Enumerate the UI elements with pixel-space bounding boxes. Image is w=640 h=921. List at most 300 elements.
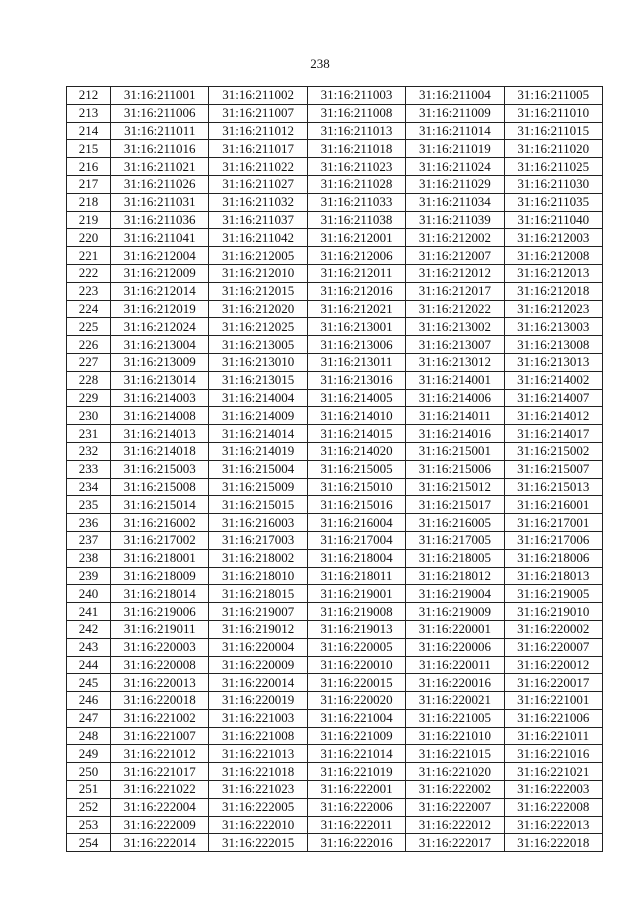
- table-row: [67, 264, 603, 282]
- cadastral-code-cell: 31:16:220006: [406, 638, 504, 656]
- cadastral-code-cell: 31:16:219007: [209, 603, 307, 621]
- cadastral-code-cell: 31:16:213001: [307, 318, 405, 336]
- cadastral-code-cell: 31:16:216001: [504, 496, 602, 514]
- cadastral-code-cell: 31:16:212012: [406, 264, 504, 282]
- cadastral-code-cell: 31:16:211026: [111, 175, 209, 193]
- cadastral-code-cell: 31:16:220017: [504, 674, 602, 692]
- cadastral-code-cell: 31:16:218012: [406, 567, 504, 585]
- row-number-cell: 220: [67, 229, 111, 247]
- cadastral-code-cell: 31:16:221003: [209, 709, 307, 727]
- table-row: [67, 763, 603, 781]
- cadastral-code-cell: 31:16:211023: [307, 158, 405, 176]
- table-row: [67, 781, 603, 799]
- cadastral-code-cell: 31:16:215006: [406, 460, 504, 478]
- table-row: [67, 300, 603, 318]
- row-number-cell: 244: [67, 656, 111, 674]
- table-row: [67, 727, 603, 745]
- cadastral-code-cell: 31:16:221016: [504, 745, 602, 763]
- cadastral-code-cell: 31:16:221023: [209, 781, 307, 799]
- row-number-cell: 230: [67, 407, 111, 425]
- cadastral-code-cell: 31:16:222006: [307, 798, 405, 816]
- row-number-cell: 254: [67, 834, 111, 852]
- cadastral-code-cell: 31:16:214004: [209, 389, 307, 407]
- cadastral-code-cell: 31:16:212017: [406, 282, 504, 300]
- cadastral-code-cell: 31:16:221018: [209, 763, 307, 781]
- cadastral-code-cell: 31:16:215002: [504, 442, 602, 460]
- cadastral-code-cell: 31:16:214003: [111, 389, 209, 407]
- row-number-cell: 229: [67, 389, 111, 407]
- cadastral-code-cell: 31:16:219011: [111, 620, 209, 638]
- cadastral-code-cell: 31:16:218015: [209, 585, 307, 603]
- table-row: [67, 620, 603, 638]
- cadastral-code-cell: 31:16:222014: [111, 834, 209, 852]
- cadastral-code-cell: 31:16:213011: [307, 353, 405, 371]
- cadastral-code-cell: 31:16:212001: [307, 229, 405, 247]
- cadastral-code-cell: 31:16:218009: [111, 567, 209, 585]
- cadastral-code-cell: 31:16:222016: [307, 834, 405, 852]
- cadastral-code-cell: 31:16:217002: [111, 531, 209, 549]
- cadastral-code-cell: 31:16:221005: [406, 709, 504, 727]
- cadastral-code-cell: 31:16:217004: [307, 531, 405, 549]
- cadastral-code-cell: 31:16:211030: [504, 175, 602, 193]
- row-number-cell: 233: [67, 460, 111, 478]
- cadastral-code-cell: 31:16:220004: [209, 638, 307, 656]
- row-number-cell: 217: [67, 175, 111, 193]
- cadastral-code-cell: 31:16:214014: [209, 425, 307, 443]
- cadastral-code-cell: 31:16:219012: [209, 620, 307, 638]
- cadastral-code-cell: 31:16:212025: [209, 318, 307, 336]
- cadastral-code-cell: 31:16:222013: [504, 816, 602, 834]
- cadastral-code-cell: 31:16:222003: [504, 781, 602, 799]
- cadastral-code-cell: 31:16:212019: [111, 300, 209, 318]
- cadastral-code-cell: 31:16:221011: [504, 727, 602, 745]
- cadastral-code-cell: 31:16:214005: [307, 389, 405, 407]
- cadastral-code-cell: 31:16:220003: [111, 638, 209, 656]
- cadastral-code-cell: 31:16:220018: [111, 692, 209, 710]
- cadastral-code-cell: 31:16:221004: [307, 709, 405, 727]
- cadastral-code-cell: 31:16:212008: [504, 247, 602, 265]
- row-number-cell: 231: [67, 425, 111, 443]
- cadastral-code-cell: 31:16:217001: [504, 514, 602, 532]
- table-row: [67, 247, 603, 265]
- cadastral-code-cell: 31:16:211015: [504, 122, 602, 140]
- cadastral-code-cell: 31:16:212021: [307, 300, 405, 318]
- cadastral-code-cell: 31:16:218011: [307, 567, 405, 585]
- row-number-cell: 239: [67, 567, 111, 585]
- cadastral-code-cell: 31:16:221020: [406, 763, 504, 781]
- row-number-cell: 242: [67, 620, 111, 638]
- table-row: [67, 353, 603, 371]
- cadastral-code-cell: 31:16:217003: [209, 531, 307, 549]
- cadastral-code-cell: 31:16:221012: [111, 745, 209, 763]
- cadastral-code-cell: 31:16:215004: [209, 460, 307, 478]
- cadastral-code-cell: 31:16:211042: [209, 229, 307, 247]
- cadastral-code-cell: 31:16:211011: [111, 122, 209, 140]
- row-number-cell: 224: [67, 300, 111, 318]
- cadastral-code-cell: 31:16:215005: [307, 460, 405, 478]
- cadastral-code-cell: 31:16:218002: [209, 549, 307, 567]
- cadastral-code-cell: 31:16:219009: [406, 603, 504, 621]
- row-number-cell: 247: [67, 709, 111, 727]
- table-row: [67, 709, 603, 727]
- cadastral-code-cell: 31:16:216002: [111, 514, 209, 532]
- table-row: [67, 478, 603, 496]
- cadastral-code-cell: 31:16:212003: [504, 229, 602, 247]
- row-number-cell: 219: [67, 211, 111, 229]
- table-row: [67, 460, 603, 478]
- cadastral-code-cell: 31:16:220010: [307, 656, 405, 674]
- cadastral-code-cell: 31:16:215003: [111, 460, 209, 478]
- row-number-cell: 250: [67, 763, 111, 781]
- table-row: [67, 371, 603, 389]
- cadastral-code-cell: 31:16:214016: [406, 425, 504, 443]
- cadastral-code-cell: 31:16:219006: [111, 603, 209, 621]
- cadastral-code-cell: 31:16:212016: [307, 282, 405, 300]
- row-number-cell: 221: [67, 247, 111, 265]
- cadastral-code-cell: 31:16:211014: [406, 122, 504, 140]
- row-number-cell: 232: [67, 442, 111, 460]
- cadastral-code-cell: 31:16:221021: [504, 763, 602, 781]
- row-number-cell: 234: [67, 478, 111, 496]
- cadastral-code-cell: 31:16:215014: [111, 496, 209, 514]
- cadastral-code-cell: 31:16:222018: [504, 834, 602, 852]
- cadastral-code-cell: 31:16:211010: [504, 104, 602, 122]
- cadastral-code-cell: 31:16:222009: [111, 816, 209, 834]
- cadastral-code-cell: 31:16:221006: [504, 709, 602, 727]
- table-row: [67, 407, 603, 425]
- table-row: [67, 318, 603, 336]
- cadastral-code-cell: 31:16:212004: [111, 247, 209, 265]
- cadastral-code-cell: 31:16:212022: [406, 300, 504, 318]
- cadastral-code-cell: 31:16:222017: [406, 834, 504, 852]
- table-row: [67, 175, 603, 193]
- row-number-cell: 238: [67, 549, 111, 567]
- cadastral-code-cell: 31:16:211017: [209, 140, 307, 158]
- cadastral-code-cell: 31:16:222011: [307, 816, 405, 834]
- row-number-cell: 228: [67, 371, 111, 389]
- cadastral-code-cell: 31:16:217006: [504, 531, 602, 549]
- table-row: [67, 229, 603, 247]
- cadastral-code-cell: 31:16:214013: [111, 425, 209, 443]
- cadastral-code-cell: 31:16:220008: [111, 656, 209, 674]
- cadastral-code-cell: 31:16:211037: [209, 211, 307, 229]
- cadastral-code-cell: 31:16:211022: [209, 158, 307, 176]
- cadastral-code-cell: 31:16:211032: [209, 193, 307, 211]
- cadastral-code-cell: 31:16:218005: [406, 549, 504, 567]
- row-number-cell: 216: [67, 158, 111, 176]
- cadastral-code-cell: 31:16:215013: [504, 478, 602, 496]
- cadastral-code-cell: 31:16:221001: [504, 692, 602, 710]
- cadastral-code-cell: 31:16:212009: [111, 264, 209, 282]
- table-row: [67, 567, 603, 585]
- table-row: [67, 336, 603, 354]
- cadastral-code-cell: 31:16:221013: [209, 745, 307, 763]
- cadastral-code-cell: 31:16:219008: [307, 603, 405, 621]
- table-row: [67, 211, 603, 229]
- cadastral-code-cell: 31:16:214018: [111, 442, 209, 460]
- cadastral-code-cell: 31:16:211004: [406, 87, 504, 105]
- cadastral-code-cell: 31:16:214012: [504, 407, 602, 425]
- row-number-cell: 235: [67, 496, 111, 514]
- row-number-cell: 212: [67, 87, 111, 105]
- cadastral-code-cell: 31:16:222008: [504, 798, 602, 816]
- row-number-cell: 214: [67, 122, 111, 140]
- cadastral-code-cell: 31:16:211028: [307, 175, 405, 193]
- cadastral-code-cell: 31:16:216005: [406, 514, 504, 532]
- cadastral-code-cell: 31:16:211003: [307, 87, 405, 105]
- cadastral-code-cell: 31:16:222002: [406, 781, 504, 799]
- cadastral-code-cell: 31:16:211009: [406, 104, 504, 122]
- cadastral-code-cell: 31:16:212006: [307, 247, 405, 265]
- cadastral-code-cell: 31:16:221019: [307, 763, 405, 781]
- cadastral-code-cell: 31:16:212010: [209, 264, 307, 282]
- cadastral-code-cell: 31:16:220019: [209, 692, 307, 710]
- cadastral-code-cell: 31:16:214007: [504, 389, 602, 407]
- cadastral-code-cell: 31:16:211008: [307, 104, 405, 122]
- cadastral-code-cell: 31:16:220002: [504, 620, 602, 638]
- row-number-cell: 215: [67, 140, 111, 158]
- row-number-cell: 251: [67, 781, 111, 799]
- cadastral-code-cell: 31:16:213014: [111, 371, 209, 389]
- cadastral-code-cell: 31:16:212007: [406, 247, 504, 265]
- table-row: [67, 514, 603, 532]
- table-row: [67, 496, 603, 514]
- cadastral-code-cell: 31:16:218010: [209, 567, 307, 585]
- cadastral-code-cell: 31:16:219004: [406, 585, 504, 603]
- cadastral-code-cell: 31:16:214011: [406, 407, 504, 425]
- cadastral-code-cell: 31:16:215008: [111, 478, 209, 496]
- cadastral-code-cell: 31:16:214001: [406, 371, 504, 389]
- cadastral-code-cell: 31:16:220013: [111, 674, 209, 692]
- cadastral-code-cell: 31:16:211005: [504, 87, 602, 105]
- table-row: [67, 745, 603, 763]
- row-number-cell: 241: [67, 603, 111, 621]
- cadastral-code-cell: 31:16:211019: [406, 140, 504, 158]
- table-row: [67, 122, 603, 140]
- cadastral-code-cell: 31:16:213009: [111, 353, 209, 371]
- cadastral-code-cell: 31:16:220015: [307, 674, 405, 692]
- table-row: [67, 193, 603, 211]
- table-row: [67, 816, 603, 834]
- table-row: [67, 87, 603, 105]
- cadastral-code-cell: 31:16:218014: [111, 585, 209, 603]
- table-row: [67, 692, 603, 710]
- cadastral-code-cell: 31:16:213005: [209, 336, 307, 354]
- table-row: [67, 674, 603, 692]
- cadastral-code-cell: 31:16:211007: [209, 104, 307, 122]
- cadastral-code-cell: 31:16:211027: [209, 175, 307, 193]
- cadastral-code-cell: 31:16:215012: [406, 478, 504, 496]
- cadastral-code-cell: 31:16:211001: [111, 87, 209, 105]
- table-row: [67, 531, 603, 549]
- cadastral-code-cell: 31:16:218001: [111, 549, 209, 567]
- cadastral-code-cell: 31:16:220021: [406, 692, 504, 710]
- cadastral-code-cell: 31:16:221014: [307, 745, 405, 763]
- cadastral-code-cell: 31:16:211016: [111, 140, 209, 158]
- cadastral-code-cell: 31:16:221002: [111, 709, 209, 727]
- row-number-cell: 223: [67, 282, 111, 300]
- cadastral-code-cell: 31:16:211040: [504, 211, 602, 229]
- cadastral-code-cell: 31:16:221022: [111, 781, 209, 799]
- row-number-cell: 249: [67, 745, 111, 763]
- cadastral-code-cell: 31:16:211036: [111, 211, 209, 229]
- cadastral-code-cell: 31:16:214006: [406, 389, 504, 407]
- row-number-cell: 246: [67, 692, 111, 710]
- cadastral-code-cell: 31:16:212011: [307, 264, 405, 282]
- table-row: [67, 603, 603, 621]
- cadastral-code-cell: 31:16:214008: [111, 407, 209, 425]
- table-row: [67, 798, 603, 816]
- cadastral-code-cell: 31:16:211002: [209, 87, 307, 105]
- cadastral-code-cell: 31:16:212020: [209, 300, 307, 318]
- cadastral-code-cell: 31:16:212018: [504, 282, 602, 300]
- cadastral-code-cell: 31:16:213013: [504, 353, 602, 371]
- cadastral-code-cell: 31:16:211024: [406, 158, 504, 176]
- cadastral-code-cell: 31:16:211018: [307, 140, 405, 158]
- table-row: [67, 158, 603, 176]
- cadastral-code-cell: 31:16:211038: [307, 211, 405, 229]
- cadastral-code-cell: 31:16:211021: [111, 158, 209, 176]
- cadastral-code-cell: 31:16:222005: [209, 798, 307, 816]
- cadastral-code-cell: 31:16:211031: [111, 193, 209, 211]
- cadastral-code-cell: 31:16:212005: [209, 247, 307, 265]
- table-row: [67, 585, 603, 603]
- cadastral-code-cell: 31:16:213012: [406, 353, 504, 371]
- row-number-cell: 248: [67, 727, 111, 745]
- cadastral-code-cell: 31:16:213006: [307, 336, 405, 354]
- cadastral-code-cell: 31:16:220020: [307, 692, 405, 710]
- cadastral-code-cell: 31:16:212024: [111, 318, 209, 336]
- table-row: [67, 140, 603, 158]
- table-row: [67, 282, 603, 300]
- cadastral-code-cell: 31:16:213004: [111, 336, 209, 354]
- cadastral-code-cell: 31:16:221015: [406, 745, 504, 763]
- cadastral-code-cell: 31:16:220011: [406, 656, 504, 674]
- cadastral-code-cell: 31:16:213008: [504, 336, 602, 354]
- cadastral-code-cell: 31:16:218004: [307, 549, 405, 567]
- cadastral-code-cell: 31:16:215009: [209, 478, 307, 496]
- cadastral-code-cell: 31:16:211025: [504, 158, 602, 176]
- row-number-cell: 243: [67, 638, 111, 656]
- cadastral-code-cell: 31:16:212023: [504, 300, 602, 318]
- cadastral-code-cell: 31:16:221008: [209, 727, 307, 745]
- page-number: 238: [310, 56, 330, 71]
- cadastral-code-cell: 31:16:220014: [209, 674, 307, 692]
- cadastral-code-cell: 31:16:215016: [307, 496, 405, 514]
- cadastral-code-cell: 31:16:219010: [504, 603, 602, 621]
- cadastral-code-cell: 31:16:221017: [111, 763, 209, 781]
- cadastral-code-cell: 31:16:211041: [111, 229, 209, 247]
- cadastral-code-cell: 31:16:220016: [406, 674, 504, 692]
- table-row: [67, 104, 603, 122]
- table-row: [67, 834, 603, 852]
- cadastral-code-cell: 31:16:211006: [111, 104, 209, 122]
- row-number-cell: 240: [67, 585, 111, 603]
- cadastral-code-cell: 31:16:219005: [504, 585, 602, 603]
- table-row: [67, 442, 603, 460]
- cadastral-code-cell: 31:16:214019: [209, 442, 307, 460]
- cadastral-code-cell: 31:16:214020: [307, 442, 405, 460]
- row-number-cell: 236: [67, 514, 111, 532]
- cadastral-code-cell: 31:16:211012: [209, 122, 307, 140]
- cadastral-code-cell: 31:16:217005: [406, 531, 504, 549]
- cadastral-code-cell: 31:16:222007: [406, 798, 504, 816]
- cadastral-code-cell: 31:16:220005: [307, 638, 405, 656]
- table-row: [67, 656, 603, 674]
- cadastral-code-cell: 31:16:212013: [504, 264, 602, 282]
- cadastral-code-cell: 31:16:222004: [111, 798, 209, 816]
- cadastral-code-cell: 31:16:213010: [209, 353, 307, 371]
- cadastral-code-cell: 31:16:214002: [504, 371, 602, 389]
- cadastral-table: [66, 86, 603, 852]
- cadastral-code-cell: 31:16:215001: [406, 442, 504, 460]
- cadastral-code-cell: 31:16:211035: [504, 193, 602, 211]
- cadastral-code-cell: 31:16:220012: [504, 656, 602, 674]
- cadastral-code-cell: 31:16:220001: [406, 620, 504, 638]
- cadastral-code-cell: 31:16:215017: [406, 496, 504, 514]
- cadastral-code-cell: 31:16:222015: [209, 834, 307, 852]
- cadastral-code-cell: 31:16:213016: [307, 371, 405, 389]
- cadastral-code-cell: 31:16:211020: [504, 140, 602, 158]
- table-row: [67, 425, 603, 443]
- cadastral-code-cell: 31:16:221010: [406, 727, 504, 745]
- cadastral-code-cell: 31:16:215007: [504, 460, 602, 478]
- row-number-cell: 213: [67, 104, 111, 122]
- cadastral-code-cell: 31:16:221007: [111, 727, 209, 745]
- row-number-cell: 252: [67, 798, 111, 816]
- cadastral-code-cell: 31:16:216004: [307, 514, 405, 532]
- cadastral-code-cell: 31:16:211029: [406, 175, 504, 193]
- table-row: [67, 549, 603, 567]
- cadastral-code-cell: 31:16:221009: [307, 727, 405, 745]
- cadastral-code-cell: 31:16:222010: [209, 816, 307, 834]
- row-number-cell: 218: [67, 193, 111, 211]
- cadastral-code-cell: 31:16:219013: [307, 620, 405, 638]
- cadastral-code-cell: 31:16:222012: [406, 816, 504, 834]
- cadastral-code-cell: 31:16:214017: [504, 425, 602, 443]
- cadastral-code-cell: 31:16:211013: [307, 122, 405, 140]
- cadastral-code-cell: 31:16:216003: [209, 514, 307, 532]
- cadastral-code-cell: 31:16:211033: [307, 193, 405, 211]
- cadastral-code-cell: 31:16:213003: [504, 318, 602, 336]
- cadastral-code-cell: 31:16:212015: [209, 282, 307, 300]
- cadastral-code-cell: 31:16:211034: [406, 193, 504, 211]
- table-body: [67, 87, 603, 852]
- table-row: [67, 389, 603, 407]
- cadastral-code-cell: 31:16:214010: [307, 407, 405, 425]
- cadastral-code-cell: 31:16:215015: [209, 496, 307, 514]
- cadastral-code-cell: 31:16:214015: [307, 425, 405, 443]
- row-number-cell: 226: [67, 336, 111, 354]
- cadastral-code-cell: 31:16:218006: [504, 549, 602, 567]
- row-number-cell: 225: [67, 318, 111, 336]
- cadastral-code-cell: 31:16:220009: [209, 656, 307, 674]
- row-number-cell: 245: [67, 674, 111, 692]
- row-number-cell: 222: [67, 264, 111, 282]
- row-number-cell: 227: [67, 353, 111, 371]
- cadastral-code-cell: 31:16:213002: [406, 318, 504, 336]
- cadastral-code-cell: 31:16:220007: [504, 638, 602, 656]
- cadastral-code-cell: 31:16:219001: [307, 585, 405, 603]
- cadastral-code-cell: 31:16:215010: [307, 478, 405, 496]
- cadastral-code-cell: 31:16:212002: [406, 229, 504, 247]
- cadastral-code-cell: 31:16:214009: [209, 407, 307, 425]
- cadastral-code-cell: 31:16:213015: [209, 371, 307, 389]
- table-row: [67, 638, 603, 656]
- cadastral-code-cell: 31:16:212014: [111, 282, 209, 300]
- cadastral-code-cell: 31:16:222001: [307, 781, 405, 799]
- cadastral-code-cell: 31:16:211039: [406, 211, 504, 229]
